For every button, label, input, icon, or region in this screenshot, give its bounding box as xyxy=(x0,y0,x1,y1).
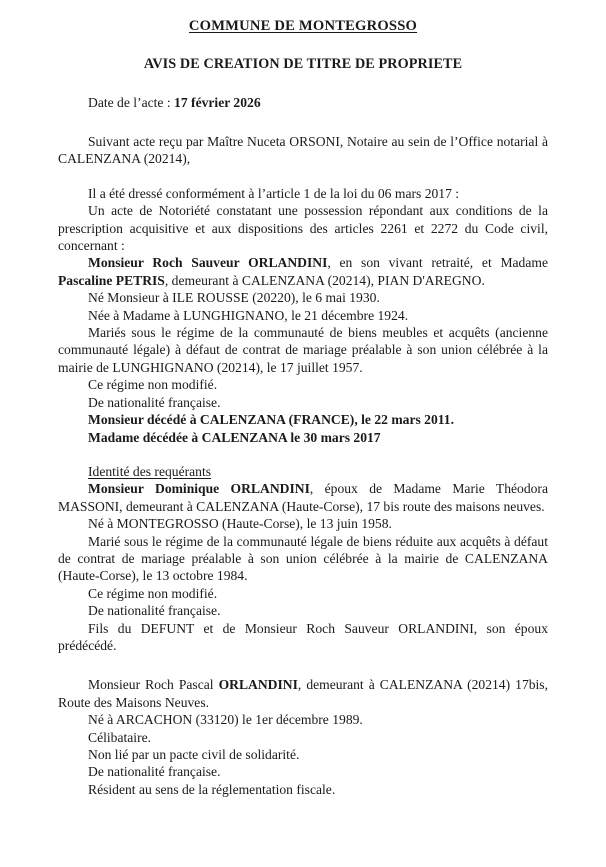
act-date-line xyxy=(58,73,548,111)
deceased-name-monsieur: Monsieur Roch Sauveur ORLANDINI xyxy=(88,255,328,271)
applicant-birth: Né à MONTEGROSSO (Haute-Corse), le 13 juin 1958. xyxy=(88,516,392,532)
act-date-label: Date de l’acte : xyxy=(88,95,175,110)
deceased-marriage-regime: Mariés sous le régime de la communauté de biens meubles et acquêts (ancienne communauté légale) à défaut de contrat de mariage préalable à son union célébrée à la mairie de LUNGHIGNANO (20214), le 17 juillet 1957. xyxy=(58,325,548,375)
second-applicant-prefix: Monsieur Roch Pascal xyxy=(88,677,219,693)
document-subtitle: AVIS DE CREATION DE TITRE DE PROPRIETE xyxy=(143,56,463,72)
second-applicant-surname: ORLANDINI xyxy=(218,677,298,693)
deceased-nationality: De nationalité française. xyxy=(88,394,221,410)
applicant-filiation: Fils du DEFUNT et de Monsieur Roch Sauveur ORLANDINI, son époux prédécédé. xyxy=(58,620,548,653)
applicant-regime-unchanged: Ce régime non modifié. xyxy=(88,585,218,601)
applicant-marriage-regime: Marié sous le régime de la communauté légale de biens réduite aux acquêts à défaut de contrat de mariage préalable à son union célébrée à la mairie de CALENZANA (Haute-Corse), le 13 octobre 1984. xyxy=(58,533,548,584)
paragraph-notoriety-act: Un acte de Notoriété constatant une possession répondant aux conditions de la prescription acquisitive et aux dispositions des articles 2261 et 2272 du Code civil, concernant : xyxy=(58,203,548,254)
deceased-birth-madame: Née à Madame à LUNGHIGNANO, le 21 décembre 1924. xyxy=(88,307,409,323)
paragraph-deceased-identity xyxy=(58,254,548,289)
paragraph-law-reference: Il a été dressé conformément à l’article 1 de la loi du 06 mars 2017 : xyxy=(88,185,460,201)
spacer xyxy=(58,168,548,185)
deceased-name-madame: Pascaline PETRIS xyxy=(58,272,165,288)
second-applicant-identity xyxy=(58,676,548,711)
deceased-detail-monsieur: , en son vivant retraité, et Madame xyxy=(327,255,548,271)
deceased-detail-madame: , demeurant à CALENZANA (20214), PIAN D'AREGNO. xyxy=(164,272,485,288)
applicant-name: Monsieur Dominique ORLANDINI xyxy=(88,481,310,497)
deceased-regime-unchanged: Ce régime non modifié. xyxy=(88,377,218,393)
spacer xyxy=(58,446,548,463)
applicants-heading xyxy=(58,463,548,480)
applicant-nationality: De nationalité française. xyxy=(88,603,221,619)
second-applicant-pacs: Non lié par un pacte civil de solidarité. xyxy=(88,747,300,762)
page-title: COMMUNE DE MONTEGROSSO xyxy=(188,18,418,34)
applicant-identity xyxy=(58,480,548,515)
second-applicant-detail: , demeurant à CALENZANA (20214) 17bis, Route des Maisons Neuves. xyxy=(58,677,549,710)
applicants-heading-text: Identité des requérants xyxy=(88,463,212,479)
second-applicant-residency: Résident au sens de la réglementation fiscale. xyxy=(88,781,336,797)
spacer xyxy=(58,111,548,133)
second-applicant-status: Célibataire. xyxy=(88,729,152,745)
second-applicant-birth: Né à ARCACHON (33120) le 1er décembre 1989. xyxy=(88,712,363,728)
act-date-value: 17 février 2026 xyxy=(174,95,261,110)
deceased-death-madame: Madame décédée à CALENZANA le 30 mars 2017 xyxy=(88,429,381,445)
deceased-birth-monsieur: Né Monsieur à ILE ROUSSE (20220), le 6 mai 1930. xyxy=(88,290,380,306)
second-applicant-nationality: De nationalité française. xyxy=(88,764,221,780)
spacer xyxy=(58,654,548,676)
deceased-death-monsieur: Monsieur décédé à CALENZANA (FRANCE), le 22 mars 2011. xyxy=(88,412,455,428)
applicant-detail: , époux de Madame Marie Théodora MASSONI, demeurant à CALENZANA (Haute-Corse), 17 bis route des maisons neuves. xyxy=(58,481,548,514)
paragraph-notary: Suivant acte reçu par Maître Nuceta ORSONI, Notaire au sein de l’Office notarial à CALENZANA (20214), xyxy=(58,134,548,167)
